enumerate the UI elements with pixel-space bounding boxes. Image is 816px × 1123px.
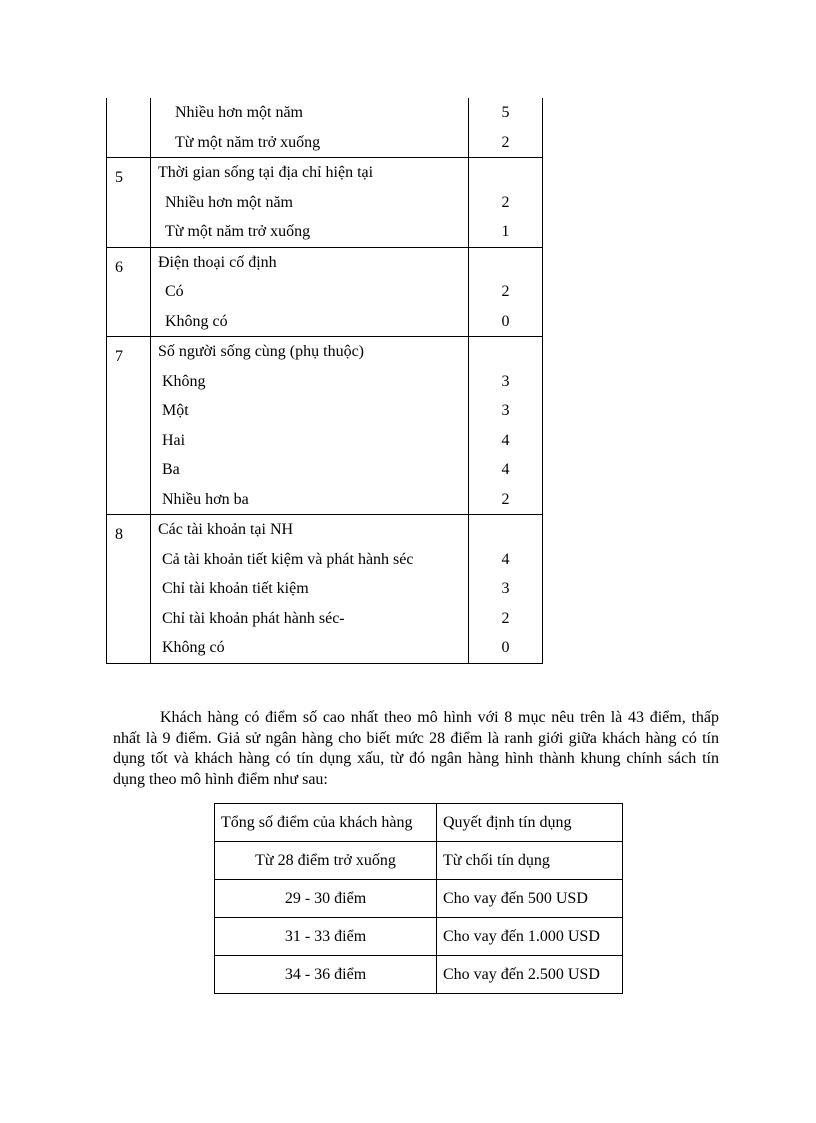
table-row-group-8 — [107, 515, 543, 664]
option-points: 2 — [501, 193, 510, 211]
body-paragraph: Khách hàng có điểm số cao nhất theo mô hình với 8 mục nêu trên là 43 điểm, thấp nhất là 9 điểm. Giả sử ngân hàng cho biết mức 28 điểm là ranh giới giữa khách hàng có tín dụng tốt và khách hàng có tín dụng xấu, từ đó ngân hàng hình thành khung chính sách tín dụng theo mô hình điểm như sau: — [113, 709, 719, 788]
row-description-cell — [151, 247, 469, 337]
option-label: Chỉ tài khoản tiết kiệm — [162, 580, 309, 597]
score-range-cell: 34 - 36 điểm — [215, 956, 437, 994]
option-points: 4 — [501, 550, 510, 568]
option-points: 2 — [501, 283, 510, 300]
column-header-total-score: Tổng số điểm của khách hàng — [215, 804, 437, 842]
row-points-cell — [469, 247, 543, 337]
option-label: Không có — [162, 639, 225, 656]
option-label: Hai — [162, 431, 186, 449]
row-number-cell — [107, 337, 151, 515]
option-label: Nhiều hơn ba — [162, 490, 249, 508]
score-range-cell: 29 - 30 điểm — [215, 880, 437, 918]
option-label: Không — [162, 372, 206, 390]
decision-cell: Cho vay đến 1.000 USD — [437, 918, 623, 956]
table-row-group-5 — [107, 158, 543, 248]
row-number-cell — [107, 247, 151, 337]
decision-cell: Cho vay đến 500 USD — [437, 880, 623, 918]
row-number: 5 — [115, 169, 123, 186]
option-label: Chỉ tài khoản phát hành séc- — [162, 609, 345, 627]
row-number-cell — [107, 158, 151, 248]
option-label: Cả tài khoản tiết kiệm và phát hành séc — [162, 550, 414, 568]
table-header-row — [215, 804, 623, 842]
row-points-cell — [469, 337, 543, 515]
option-points: 4 — [501, 431, 510, 449]
score-range-cell: Từ 28 điểm trở xuống — [215, 842, 437, 880]
row-number: 7 — [115, 348, 123, 365]
score-range-cell: 31 - 33 điểm — [215, 918, 437, 956]
row-number: 8 — [115, 526, 123, 543]
option-label: Có — [165, 283, 184, 300]
table-row — [215, 956, 623, 994]
decision-cell: Cho vay đến 2.500 USD — [437, 956, 623, 994]
table-row — [215, 880, 623, 918]
row-points-cell — [469, 98, 543, 158]
table-row-continued — [107, 98, 543, 158]
row-description-cell — [151, 98, 469, 158]
group-title: Các tài khoản tại NH — [158, 521, 294, 538]
option-points: 2 — [501, 609, 510, 627]
group-title: Thời gian sống tại địa chỉ hiện tại — [158, 164, 374, 181]
credit-scoring-table — [106, 98, 543, 664]
row-number-cell — [107, 515, 151, 664]
table-row-group-6 — [107, 247, 543, 337]
credit-policy-table — [214, 803, 623, 994]
table-row — [215, 918, 623, 956]
option-label: Không có — [165, 312, 228, 330]
option-points: 5 — [501, 104, 510, 121]
option-points: 1 — [501, 223, 510, 240]
option-points: 2 — [501, 490, 510, 508]
group-title: Điện thoại cố định — [158, 253, 277, 271]
option-label: Ba — [162, 461, 180, 478]
option-label: Một — [162, 402, 189, 419]
option-points: 2 — [501, 133, 510, 151]
option-label: Nhiều hơn một năm — [165, 193, 293, 211]
option-points: 4 — [501, 461, 510, 478]
option-points: 0 — [501, 312, 510, 330]
row-description-cell — [151, 337, 469, 515]
table-row — [215, 842, 623, 880]
option-label: Nhiều hơn một năm — [175, 104, 303, 121]
option-points: 3 — [501, 372, 510, 390]
row-description-cell — [151, 515, 469, 664]
decision-cell: Từ chối tín dụng — [437, 842, 623, 880]
row-number: 6 — [115, 258, 123, 276]
row-description-cell — [151, 158, 469, 248]
row-points-cell — [469, 158, 543, 248]
column-header-decision: Quyết định tín dụng — [437, 804, 623, 842]
row-number-cell — [107, 98, 151, 158]
option-points: 3 — [501, 402, 510, 419]
option-label: Từ một năm trở xuống — [165, 223, 311, 240]
option-points: 3 — [501, 580, 510, 597]
option-label: Từ một năm trở xuống — [175, 133, 321, 151]
option-points: 0 — [501, 639, 510, 656]
row-points-cell — [469, 515, 543, 664]
group-title: Số người sống cùng (phụ thuộc) — [158, 343, 365, 360]
table-row-group-7 — [107, 337, 543, 515]
